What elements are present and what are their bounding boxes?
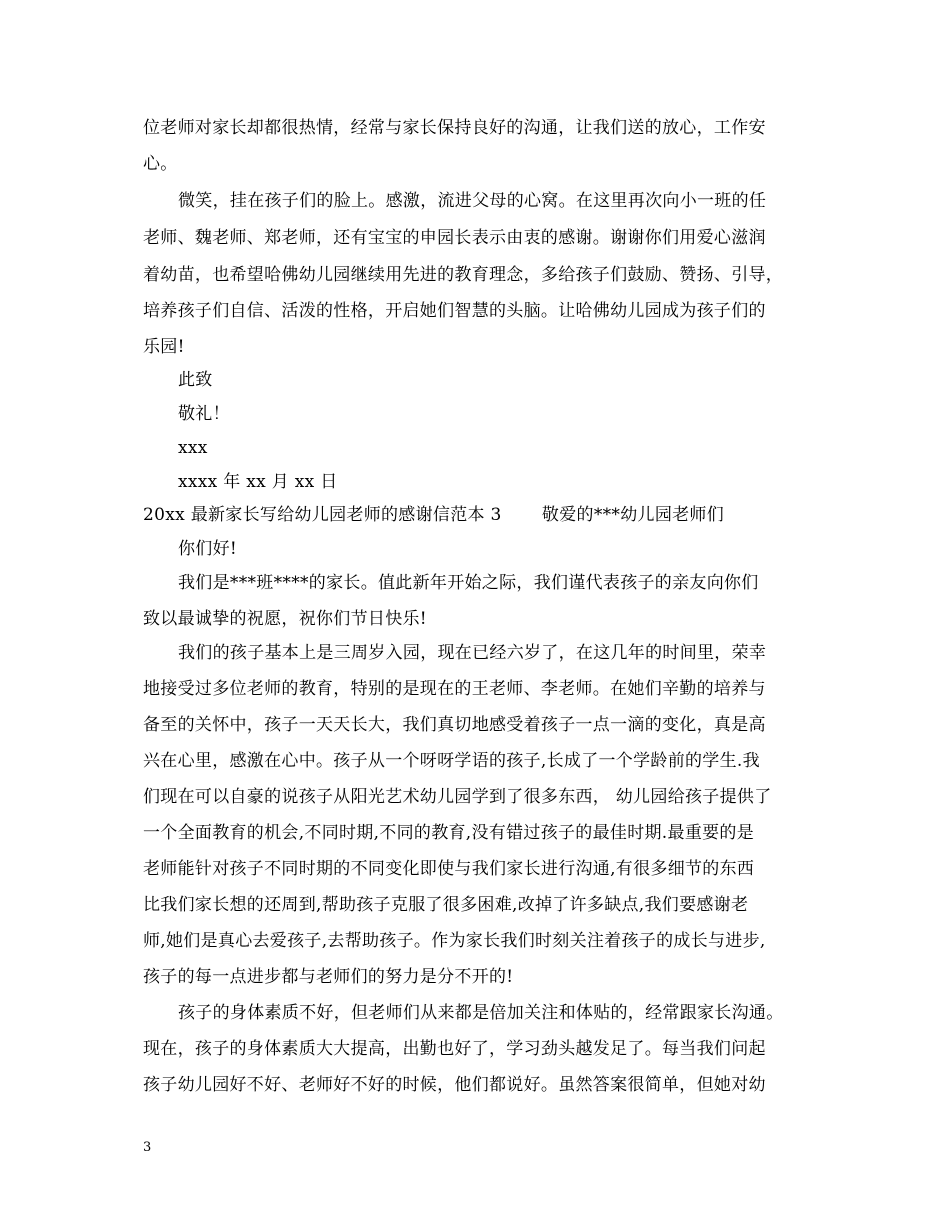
text-line: 兴在心里，感激在心中。孩子从一个呀呀学语的孩子,长成了一个学龄前的学生.我 [143,751,760,771]
text-line: 心。 [143,154,178,174]
text-line: 乐园! [143,337,185,357]
text-line: 现在，孩子的身体素质大大提高，出勤也好了，学习劲头越发足了。每当我们问起 [143,1039,766,1059]
text-line: 备至的关怀中，孩子一天天长大，我们真切地感受着孩子一点一滴的变化，真是高 [143,715,766,735]
text-line: 们现在可以自豪的说孩子从阳光艺术幼儿园学到了很多东西， 幼儿园给孩子提供了 [143,787,772,807]
text-line: 培养孩子们自信、活泼的性格，开启她们智慧的头脑。让哈佛幼儿园成为孩子们的 [143,301,766,321]
section-heading: 20xx 最新家长写给幼儿园老师的感谢信范本 3 敬爱的***幼儿园老师们 [143,505,725,525]
text-line: 地接受过多位老师的教育，特别的是现在的王老师、李老师。在她们辛勤的培养与 [143,679,766,699]
text-line: 着幼苗，也希望哈佛幼儿园继续用先进的教育理念，多给孩子们鼓励、赞扬、引导， [143,265,784,285]
text-line: 老师能针对孩子不同时期的不同变化即使与我们家长进行沟通,有很多细节的东西 [143,859,755,879]
paragraph-start: 我们是***班****的家长。值此新年开始之际，我们谨代表孩子的亲友向你们 [178,573,759,593]
text-line: 致以最诚挚的祝愿，祝你们节日快乐! [143,609,427,629]
text-line: 孩子幼儿园好不好、老师好不好的时候，他们都说好。虽然答案很简单，但她对幼 [143,1075,766,1095]
text-line: 老师、魏老师、郑老师，还有宝宝的申园长表示由衷的感谢。谢谢你们用爱心滋润 [143,228,766,248]
text-line: 孩子的每一点进步都与老师们的努力是分不开的! [143,967,514,987]
closing-salutation: 此致 [178,370,213,390]
signature-date: xxxx 年 xx 月 xx 日 [178,472,338,492]
closing-respect: 敬礼！ [178,404,230,424]
paragraph-start: 我们的孩子基本上是三周岁入园，现在已经六岁了，在这几年的时间里，荣幸 [178,643,767,663]
paragraph-start: 微笑，挂在孩子们的脸上。感激，流进父母的心窝。在这里再次向小一班的任 [178,191,767,211]
paragraph-start: 孩子的身体素质不好，但老师们从来都是倍加关注和体贴的，经常跟家长沟通。 [178,1003,784,1023]
signature-name: xxx [178,438,208,458]
page-number: 3 [143,1140,152,1155]
greeting: 你们好! [178,539,238,559]
text-line: 位老师对家长却都很热情，经常与家长保持良好的沟通，让我们送的放心，工作安 [143,118,766,138]
text-line: 比我们家长想的还周到,帮助孩子克服了很多困难,改掉了许多缺点,我们要感谢老 [143,895,749,915]
text-line: 一个全面教育的机会,不同时期,不同的教育,没有错过孩子的最佳时期.最重要的是 [143,823,755,843]
text-line: 师,她们是真心去爱孩子,去帮助孩子。作为家长我们时刻关注着孩子的成长与进步, [143,931,766,951]
